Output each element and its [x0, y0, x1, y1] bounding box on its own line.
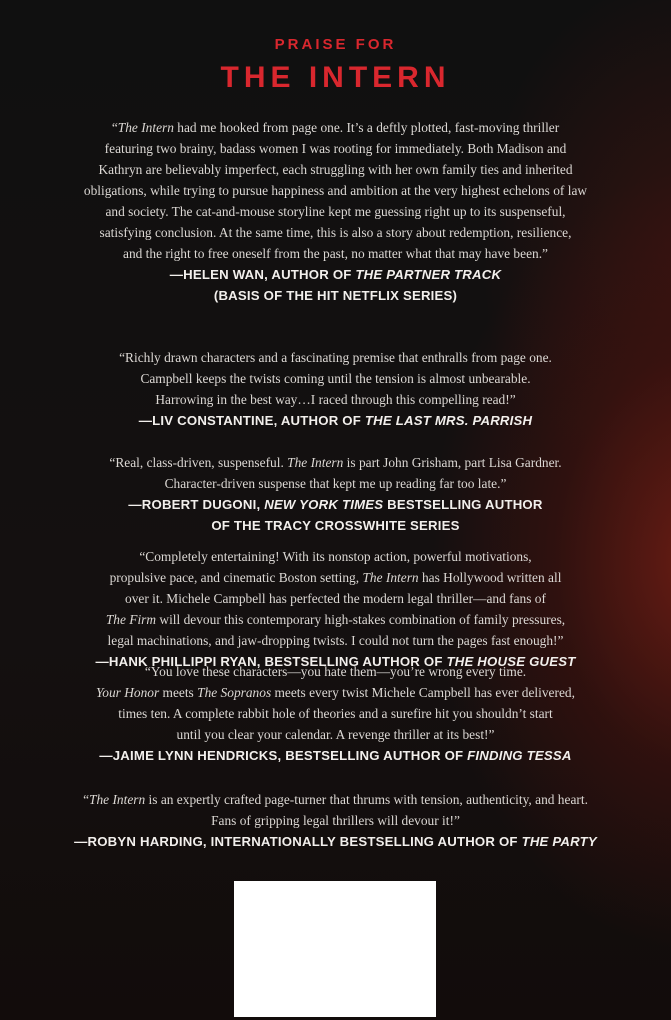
- quote-line: [40, 810, 631, 831]
- blurb-hank-phillippi-ryan: [40, 546, 631, 672]
- text-segment: and society. The cat-and-mouse storyline kept me guessing right up to its suspenseful,: [105, 204, 566, 219]
- quote-line: [40, 724, 631, 745]
- text-segment: and the right to free oneself from the past, no matter what that may have been.”: [123, 246, 548, 261]
- italic-title: The Intern: [89, 792, 146, 807]
- attribution-line: [40, 494, 631, 515]
- text-segment: is an expertly crafted page-turner that thrums with tension, authenticity, and heart.: [145, 792, 588, 807]
- italic-title: NEW YORK TIMES: [264, 497, 384, 512]
- text-segment: is part John Grisham, part Lisa Gardner.: [343, 455, 562, 470]
- italic-title: FINDING TESSA: [467, 748, 572, 763]
- text-segment: —HANK PHILLIPPI RYAN, BESTSELLING AUTHOR OF: [95, 654, 447, 669]
- text-segment: BESTSELLING AUTHOR: [383, 497, 543, 512]
- blurb-helen-wan: [40, 117, 631, 306]
- blurb-robyn-harding: [40, 789, 631, 852]
- blurb-robert-dugoni: [40, 452, 631, 536]
- quote-line: [40, 452, 631, 473]
- text-segment: Character-driven suspense that kept me up reading far too late.”: [164, 476, 507, 491]
- text-segment: “You love these characters—you hate them—you’re wrong every time.: [144, 664, 527, 679]
- quote-line: [40, 567, 631, 588]
- quote-line: [40, 201, 631, 222]
- text-segment: —ROBYN HARDING, INTERNATIONALLY BESTSELLING AUTHOR OF: [74, 834, 522, 849]
- italic-title: THE PARTY: [521, 834, 597, 849]
- italic-title: The Firm: [105, 612, 157, 627]
- text-segment: satisfying conclusion. At the same time, this is also a story about redemption, resilience,: [99, 225, 572, 240]
- text-segment: “: [83, 792, 90, 807]
- attribution-line: [40, 515, 631, 536]
- barcode-area: [234, 881, 436, 1017]
- text-segment: featuring two brainy, badass women I was rooting for immediately. Both Madison and: [104, 141, 567, 156]
- blurb-jaime-lynn-hendricks: [40, 661, 631, 766]
- quote-line: [40, 630, 631, 651]
- quote-line: [40, 243, 631, 264]
- text-segment: propulsive pace, and cinematic Boston setting,: [109, 570, 363, 585]
- attribution-line: [40, 410, 631, 431]
- quote-line: [40, 159, 631, 180]
- italic-title: THE LAST MRS. PARRISH: [364, 413, 533, 428]
- text-segment: —HELEN WAN, AUTHOR OF: [169, 267, 356, 282]
- text-segment: —JAIME LYNN HENDRICKS, BESTSELLING AUTHOR OF: [99, 748, 468, 763]
- book-title: THE INTERN: [220, 61, 451, 94]
- text-segment: “Completely entertaining! With its nonstop action, powerful motivations,: [139, 549, 532, 564]
- italic-title: The Sopranos: [197, 685, 272, 700]
- text-segment: had me hooked from page one. It’s a deftly plotted, fast-moving thriller: [173, 120, 560, 135]
- header: [0, 36, 671, 95]
- blurb-liv-constantine: [40, 347, 631, 431]
- text-segment: Harrowing in the best way…I raced through this compelling read!”: [155, 392, 516, 407]
- quote-line: [40, 473, 631, 494]
- attribution-line: [40, 745, 631, 766]
- text-segment: has Hollywood written all: [418, 570, 562, 585]
- text-segment: —LIV CONSTANTINE, AUTHOR OF: [138, 413, 365, 428]
- quote-line: [40, 368, 631, 389]
- text-segment: “Real, class-driven, suspenseful.: [109, 455, 288, 470]
- text-segment: times ten. A complete rabbit hole of theories and a surefire hit you shouldn’t start: [118, 706, 553, 721]
- text-segment: legal machinations, and jaw-dropping twists. I could not turn the pages fast enough!”: [107, 633, 564, 648]
- text-segment: meets: [159, 685, 198, 700]
- quote-line: [40, 661, 631, 682]
- text-segment: “Richly drawn characters and a fascinating premise that enthralls from page one.: [119, 350, 552, 365]
- quote-line: [40, 180, 631, 201]
- quote-line: [40, 703, 631, 724]
- praise-for-heading: PRAISE FOR: [274, 36, 397, 53]
- italic-title: Your Honor: [96, 685, 160, 700]
- quote-line: [40, 588, 631, 609]
- quote-line: [40, 389, 631, 410]
- text-segment: —ROBERT DUGONI,: [128, 497, 265, 512]
- quote-line: [40, 609, 631, 630]
- attribution-line: [40, 285, 631, 306]
- text-segment: Campbell keeps the twists coming until the tension is almost unbearable.: [140, 371, 531, 386]
- text-segment: will devour this contemporary high-stakes combination of family pressures,: [156, 612, 566, 627]
- quote-line: [40, 117, 631, 138]
- quote-line: [40, 138, 631, 159]
- quote-line: [40, 347, 631, 368]
- attribution-line: [40, 264, 631, 285]
- italic-title: The Intern: [117, 120, 174, 135]
- quote-line: [40, 682, 631, 703]
- quote-line: [40, 789, 631, 810]
- italic-title: The Intern: [362, 570, 419, 585]
- attribution-line: [40, 831, 631, 852]
- text-segment: obligations, while trying to pursue happiness and ambition at the very highest echelons of law: [83, 183, 588, 198]
- text-segment: (BASIS OF THE HIT NETFLIX SERIES): [213, 288, 458, 303]
- text-segment: “: [111, 120, 118, 135]
- quote-line: [40, 546, 631, 567]
- text-segment: over it. Michele Campbell has perfected the modern legal thriller—and fans of: [125, 591, 546, 606]
- italic-title: THE PARTNER TRACK: [355, 267, 502, 282]
- text-segment: Kathryn are believably imperfect, each struggling with her own family ties and inherited: [98, 162, 573, 177]
- text-segment: OF THE TRACY CROSSWHITE SERIES: [211, 518, 460, 533]
- text-segment: meets every twist Michele Campbell has ever delivered,: [271, 685, 575, 700]
- italic-title: THE HOUSE GUEST: [446, 654, 576, 669]
- italic-title: The Intern: [287, 455, 344, 470]
- quote-line: [40, 222, 631, 243]
- text-segment: until you clear your calendar. A revenge thriller at its best!”: [176, 727, 495, 742]
- text-segment: Fans of gripping legal thrillers will devour it!”: [211, 813, 460, 828]
